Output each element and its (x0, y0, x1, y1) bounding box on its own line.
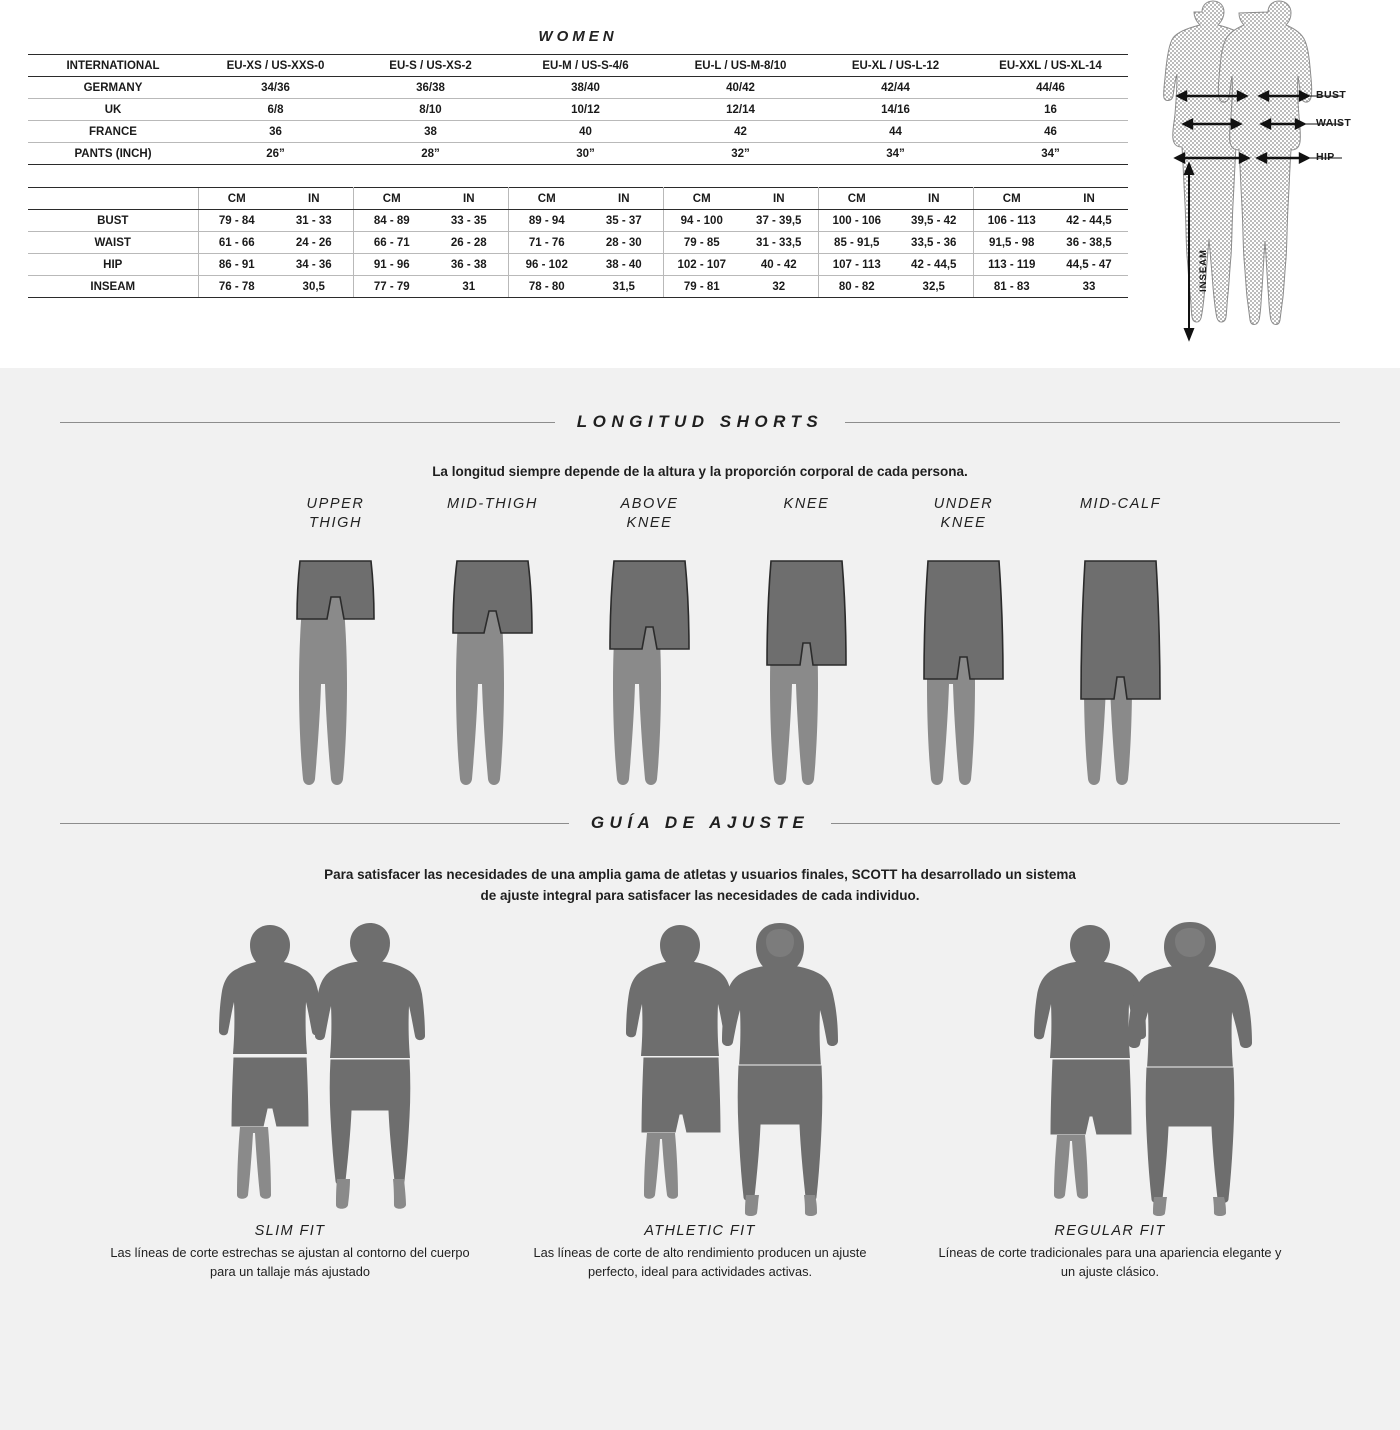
cell: 14/16 (818, 99, 973, 121)
cell: 44,5 - 47 (1050, 254, 1128, 276)
cell: 28 - 30 (585, 232, 663, 254)
shorts-item-label (562, 495, 737, 539)
cell: 30” (508, 143, 663, 165)
guides-section (0, 368, 1400, 1430)
shorts-item-label (248, 495, 423, 539)
row-label: INSEAM (28, 276, 198, 298)
cell: 36 - 38,5 (1050, 232, 1128, 254)
cell: 40 (508, 121, 663, 143)
fit-desc: Las líneas de corte de alto rendimiento producen un ajuste perfecto, ideal para actividades activas. (533, 1244, 867, 1280)
cell: 32” (663, 143, 818, 165)
unit-in: IN (275, 188, 353, 210)
cell: 77 - 79 (353, 276, 430, 298)
cell: 61 - 66 (198, 232, 275, 254)
cell: 106 - 113 (973, 210, 1050, 232)
rule-left (60, 823, 569, 824)
row-label: FRANCE (28, 121, 198, 143)
cell: 38/40 (508, 77, 663, 99)
shorts-figure-1 (248, 539, 423, 789)
unit-cm: CM (198, 188, 275, 210)
unit-in: IN (895, 188, 973, 210)
fit-figure-slim (110, 917, 470, 1217)
fit-item-regular (930, 917, 1290, 1281)
fit-desc: Las líneas de corte estrechas se ajustan al contorno del cuerpo para un tallaje más ajustado (110, 1244, 470, 1280)
table-row (28, 276, 1128, 298)
cell: 81 - 83 (973, 276, 1050, 298)
body-figures-svg (1150, 0, 1400, 355)
fit-note-line2: de ajuste integral para satisfacer las necesidades de cada individuo. (480, 887, 920, 903)
shorts-item-upper-thigh (248, 495, 423, 789)
regular-hooded-figure (1128, 922, 1252, 1216)
shorts-figure-4 (719, 539, 894, 789)
cell: 26” (198, 143, 353, 165)
fit-note (0, 865, 1400, 907)
shorts-label-line2: KNEE (626, 514, 673, 531)
cell: 107 - 113 (818, 254, 895, 276)
athletic-hooded-figure (722, 923, 838, 1216)
shorts-item-knee (719, 495, 894, 789)
cell: 113 - 119 (973, 254, 1050, 276)
cell: 36 (198, 121, 353, 143)
shorts-item-label (876, 495, 1051, 539)
cell: 76 - 78 (198, 276, 275, 298)
cell: 40 - 42 (740, 254, 818, 276)
cell: 42 - 44,5 (1050, 210, 1128, 232)
header-col-2: EU-M / US-S-4/6 (508, 55, 663, 77)
cell: 26 - 28 (430, 232, 508, 254)
label-inseam: INSEAM (1198, 249, 1209, 292)
unit-cm: CM (508, 188, 585, 210)
label-bust: BUST (1316, 89, 1347, 101)
size-chart-section (0, 0, 1400, 368)
cell: 31 (430, 276, 508, 298)
table-row (28, 143, 1128, 165)
fit-illustrations (0, 917, 1400, 1280)
cell: 31 - 33 (275, 210, 353, 232)
cell: 32 (740, 276, 818, 298)
page-title: WOMEN (538, 28, 618, 45)
row-label: PANTS (INCH) (28, 143, 198, 165)
cell: 37 - 39,5 (740, 210, 818, 232)
row-label: BUST (28, 210, 198, 232)
cell: 38 (353, 121, 508, 143)
cell: 30,5 (275, 276, 353, 298)
size-table-wrap (28, 28, 1128, 298)
shorts-label-line1: MID-THIGH (447, 496, 538, 512)
table-row (28, 121, 1128, 143)
fit-note-line1: Para satisfacer las necesidades de una amplia gama de atletas y usuarios finales, SCOTT ha desarrollado un sistema (324, 867, 1076, 882)
shorts-item-label (1033, 495, 1208, 539)
table-row (28, 232, 1128, 254)
size-table-measurements (28, 187, 1128, 298)
shorts-heading: LONGITUD SHORTS (576, 412, 824, 431)
shorts-label-line2: KNEE (940, 514, 987, 531)
cell: 24 - 26 (275, 232, 353, 254)
fit-title: REGULAR FIT (1054, 1222, 1166, 1239)
measurement-figure-diagram (1150, 0, 1400, 355)
cell: 66 - 71 (353, 232, 430, 254)
cell: 79 - 81 (663, 276, 740, 298)
cell: 33 (1050, 276, 1128, 298)
table-row (28, 99, 1128, 121)
cell: 96 - 102 (508, 254, 585, 276)
shorts-label-line1: UNDER (933, 496, 994, 512)
unit-header-row (28, 188, 1128, 210)
table-row (28, 254, 1128, 276)
shorts-figure-3 (562, 539, 737, 789)
rule-right (845, 422, 1340, 423)
cell: 42 - 44,5 (895, 254, 973, 276)
shorts-item-under-knee (876, 495, 1051, 789)
header-col-1: EU-S / US-XS-2 (353, 55, 508, 77)
slim-back-figure (315, 923, 425, 1209)
cell: 35 - 37 (585, 210, 663, 232)
cell: 10/12 (508, 99, 663, 121)
cell: 80 - 82 (818, 276, 895, 298)
fit-item-athletic (520, 917, 880, 1281)
cell: 44/46 (973, 77, 1128, 99)
cell: 78 - 80 (508, 276, 585, 298)
cell: 33,5 - 36 (895, 232, 973, 254)
shorts-section-header (60, 368, 1340, 432)
cell: 38 - 40 (585, 254, 663, 276)
cell: 39,5 - 42 (895, 210, 973, 232)
header-col-0: EU-XS / US-XXS-0 (198, 55, 353, 77)
shorts-figure-2 (405, 539, 580, 789)
athletic-front-figure (626, 925, 734, 1199)
unit-cm: CM (353, 188, 430, 210)
cell: 44 (818, 121, 973, 143)
shorts-label-line1: UPPER (306, 496, 365, 512)
cell: 6/8 (198, 99, 353, 121)
cell: 79 - 85 (663, 232, 740, 254)
cell: 8/10 (353, 99, 508, 121)
cell: 40/42 (663, 77, 818, 99)
fit-figure-regular (930, 917, 1290, 1217)
header-col-5: EU-XXL / US-XL-14 (973, 55, 1128, 77)
shorts-note: La longitud siempre depende de la altura y la proporción corporal de cada persona. (432, 464, 968, 479)
cell: 42/44 (818, 77, 973, 99)
unit-in: IN (585, 188, 663, 210)
shorts-figure-5 (876, 539, 1051, 789)
table-row (28, 77, 1128, 99)
fit-section-header (60, 795, 1340, 833)
regular-front-figure (1034, 925, 1146, 1199)
shorts-item-mid-thigh (405, 495, 580, 789)
row-label: HIP (28, 254, 198, 276)
cell: 100 - 106 (818, 210, 895, 232)
fit-title: SLIM FIT (254, 1222, 326, 1239)
table-header-row (28, 55, 1128, 77)
cell: 42 (663, 121, 818, 143)
table-row (28, 210, 1128, 232)
fit-heading: GUÍA DE AJUSTE (590, 813, 810, 832)
unit-in: IN (430, 188, 508, 210)
cell: 12/14 (663, 99, 818, 121)
cell: 16 (973, 99, 1128, 121)
cell: 86 - 91 (198, 254, 275, 276)
cell: 85 - 91,5 (818, 232, 895, 254)
shorts-item-above-knee (562, 495, 737, 789)
fit-desc: Líneas de corte tradicionales para una apariencia elegante y un ajuste clásico. (938, 1244, 1282, 1280)
cell: 84 - 89 (353, 210, 430, 232)
shorts-item-mid-calf (1033, 495, 1208, 789)
cell: 91,5 - 98 (973, 232, 1050, 254)
shorts-item-label (719, 495, 894, 539)
cell: 71 - 76 (508, 232, 585, 254)
rule-left (60, 422, 555, 423)
cell: 46 (973, 121, 1128, 143)
cell: 31,5 (585, 276, 663, 298)
cell: 79 - 84 (198, 210, 275, 232)
unit-in: IN (1050, 188, 1128, 210)
cell: 36/38 (353, 77, 508, 99)
label-waist: WAIST (1316, 117, 1352, 129)
unit-cm: CM (818, 188, 895, 210)
shorts-label-line1: MID-CALF (1079, 496, 1162, 512)
header-international: INTERNATIONAL (28, 55, 198, 77)
size-table-conversions (28, 54, 1128, 187)
row-label: UK (28, 99, 198, 121)
shorts-item-label (405, 495, 580, 539)
cell: 34/36 (198, 77, 353, 99)
cell: 32,5 (895, 276, 973, 298)
shorts-figure-6 (1033, 539, 1208, 789)
fit-title: ATHLETIC FIT (644, 1222, 756, 1239)
unit-in: IN (740, 188, 818, 210)
shorts-label-line1: KNEE (783, 496, 830, 512)
unit-cm: CM (973, 188, 1050, 210)
cell: 94 - 100 (663, 210, 740, 232)
fit-item-slim (110, 917, 470, 1281)
row-label: GERMANY (28, 77, 198, 99)
cell: 36 - 38 (430, 254, 508, 276)
cell: 102 - 107 (663, 254, 740, 276)
cell: 89 - 94 (508, 210, 585, 232)
shorts-illustrations (0, 495, 1400, 795)
row-label: WAIST (28, 232, 198, 254)
cell: 34 - 36 (275, 254, 353, 276)
slim-front-figure (219, 925, 321, 1199)
header-col-4: EU-XL / US-L-12 (818, 55, 973, 77)
cell: 31 - 33,5 (740, 232, 818, 254)
shorts-label-line1: ABOVE (620, 496, 679, 512)
cell: 91 - 96 (353, 254, 430, 276)
rule-right (831, 823, 1340, 824)
cell: 33 - 35 (430, 210, 508, 232)
cell: 28” (353, 143, 508, 165)
fit-figure-athletic (520, 917, 880, 1217)
unit-cm: CM (663, 188, 740, 210)
unit-row-label (28, 188, 198, 210)
shorts-label-line2: THIGH (308, 514, 363, 531)
cell: 34” (818, 143, 973, 165)
header-col-3: EU-L / US-M-8/10 (663, 55, 818, 77)
label-hip: HIP (1316, 151, 1335, 163)
cell: 34” (973, 143, 1128, 165)
